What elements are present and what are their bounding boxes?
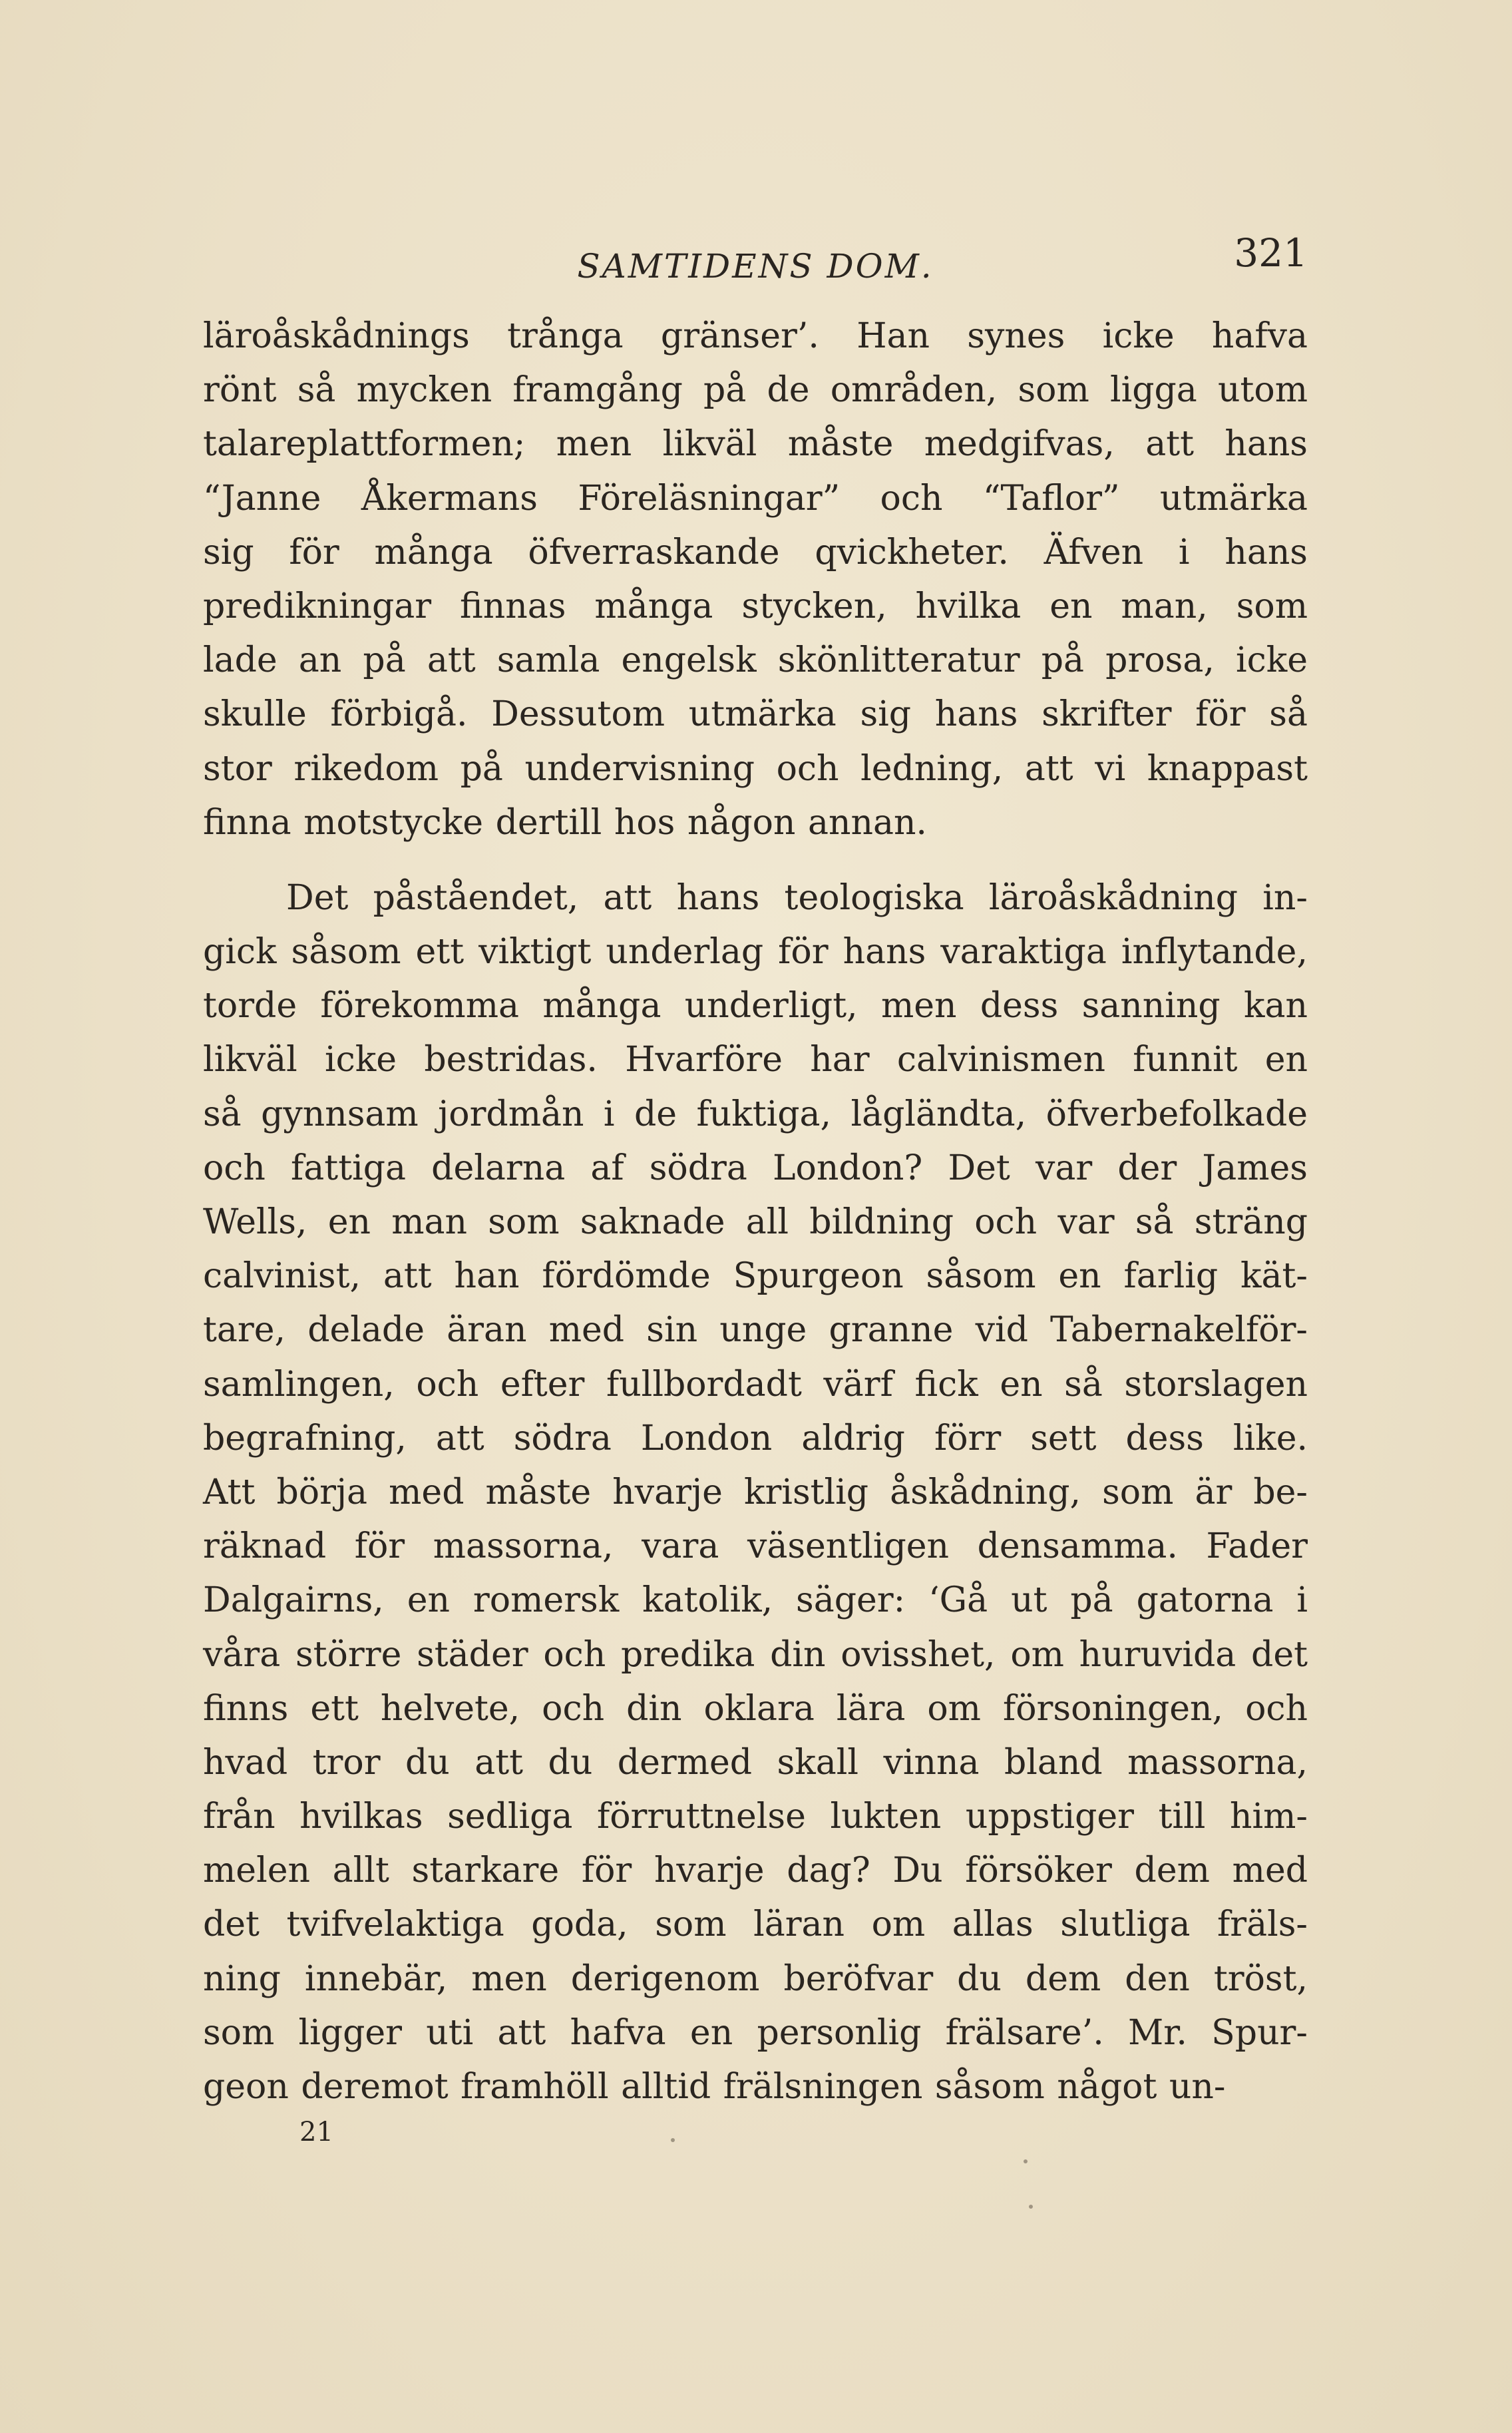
text-line: stor rikedom på undervisning och ledning, att vi knappast (203, 748, 1308, 789)
text-line: och fattiga delarna af södra London? Det var der James (203, 1148, 1308, 1188)
paragraph-gap (203, 850, 1308, 871)
text-line: ning innebär, men derigenom beröfvar du dem den tröst, (203, 1958, 1308, 1999)
text-line: calvinist, att han fördömde Spurgeon såsom en farlig kät- (203, 1256, 1308, 1297)
text-line: melen allt starkare för hvarje dag? Du försöker dem med (203, 1851, 1308, 1891)
text-line: lade an på att samla engelsk skönlitteratur på prosa, icke (203, 640, 1308, 681)
text-line: hvad tror du att du dermed skall vinna bland massorna, (203, 1742, 1308, 1783)
text-line: rönt så mycken framgång på de områden, som ligga utom (203, 370, 1308, 411)
page-number: 321 (1234, 230, 1308, 276)
text-line: Det påståendet, att hans teologiska läroåskådning in- (286, 877, 1308, 918)
text-line: gick såsom ett viktigt underlag för hans varaktiga inflytande, (203, 932, 1308, 973)
text-line: geon deremot framhöll alltid frälsningen såsom något un- (203, 2067, 1226, 2107)
text-line: finna motstycke dertill hos någon annan. (203, 802, 927, 843)
text-line: talareplattformen; men likväl måste medgifvas, att hans (203, 424, 1308, 465)
text-line: Wells, en man som saknade all bildning och var så sträng (203, 1202, 1308, 1242)
paper-speck (1024, 2159, 1028, 2163)
page-header (203, 230, 1308, 286)
text-line: samlingen, och efter fullbordadt värf fick en så storslagen (203, 1364, 1308, 1405)
text-line: “Janne Åkermans Föreläsningar” och “Taflor” utmärka (203, 478, 1308, 519)
text-line: sig för många öfverraskande qvickheter. Äfven i hans (203, 532, 1308, 572)
running-title: SAMTIDENS DOM. (577, 247, 934, 286)
body-text (203, 310, 1308, 2114)
text-line: Att börja med måste hvarje kristlig åskådning, som är be- (203, 1472, 1308, 1512)
paragraph (203, 871, 1308, 2114)
text-line: finns ett helvete, och din oklara lära om försoningen, och (203, 1688, 1308, 1729)
text-line: Dalgairns, en romersk katolik, säger: ‘Gå ut på gatorna i (203, 1580, 1308, 1621)
text-line: torde förekomma många underligt, men dess sanning kan (203, 986, 1308, 1026)
text-line: från hvilkas sedliga förruttnelse lukten uppstiger till him- (203, 1797, 1308, 1837)
text-line: begrafning, att södra London aldrig förr sett dess like. (203, 1418, 1308, 1458)
text-line: så gynnsam jordmån i de fuktiga, lågländta, öfverbefolkade (203, 1094, 1308, 1134)
text-line: läroåskådnings trånga gränser’. Han synes icke hafva (203, 316, 1308, 356)
text-line: predikningar finnas många stycken, hvilka en man, som (203, 586, 1308, 626)
paragraph (203, 310, 1308, 850)
text-line: räknad för massorna, vara väsentligen densamma. Fader (203, 1526, 1308, 1567)
text-line: våra större städer och predika din ovisshet, om huruvida det (203, 1634, 1308, 1675)
paper-speck (1029, 2205, 1033, 2209)
text-line: skulle förbigå. Dessutom utmärka sig hans skrifter för så (203, 694, 1308, 735)
text-line: det tvifvelaktiga goda, som läran om allas slutliga fräls- (203, 1904, 1308, 1945)
text-line: likväl icke bestridas. Hvarföre har calvinismen funnit en (203, 1040, 1308, 1080)
paper-speck (671, 2138, 675, 2142)
text-line: som ligger uti att hafva en personlig frälsare’. Mr. Spur- (203, 2012, 1308, 2053)
signature-mark: 21 (299, 2117, 333, 2147)
text-line: tare, delade äran med sin unge granne vid Tabernakelför- (203, 1310, 1308, 1351)
